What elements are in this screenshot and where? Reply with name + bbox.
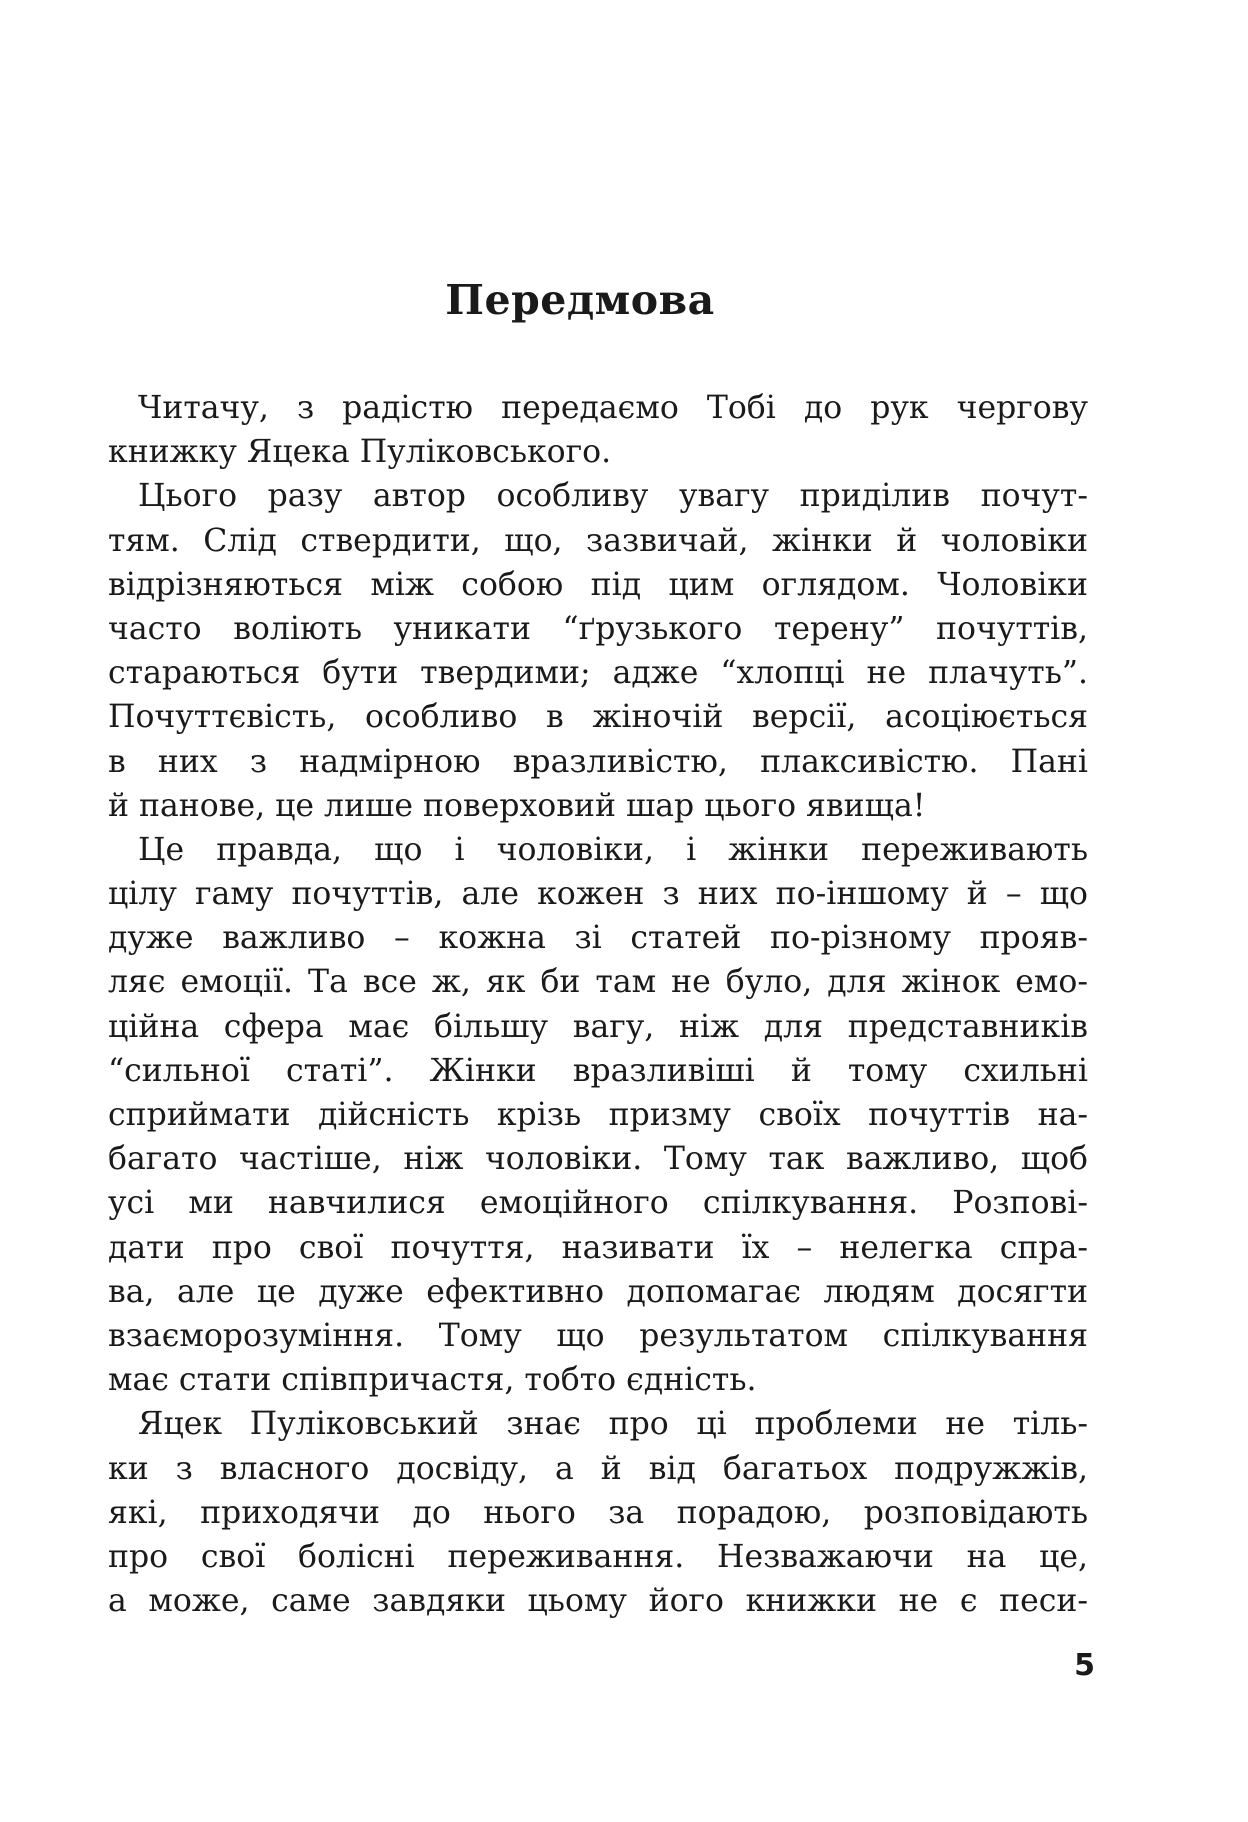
text-line: багато частіше, ніж чоловіки. Тому так важливо, щоб: [108, 1141, 1088, 1178]
text-line: цілу гаму почуттів, але кожен з них по-іншому й – що: [108, 876, 1088, 913]
text-line: Читачу, з радістю передаємо Тобі до рук чергову: [138, 390, 1088, 426]
page-number: 5: [1074, 1648, 1095, 1683]
text-line: ційна сфера має більшу вагу, ніж для представників: [108, 1008, 1088, 1045]
paragraph: [108, 474, 1088, 828]
text-line: “сильної статі”. Жінки вразливіші й тому схильні: [108, 1052, 1088, 1089]
text-line: Яцек Пуліковський знає про ці проблеми не тіль-: [138, 1406, 1088, 1443]
text-line: відрізняються між собою під цим оглядом. Чоловіки: [108, 566, 1088, 603]
text-line: тям. Слід ствердити, що, зазвичай, жінки й чоловіки: [108, 522, 1088, 559]
text-line: усі ми навчилися емоційного спілкування. Розпові-: [108, 1185, 1088, 1222]
text-line: які, приходячи до нього за порадою, розповідають: [108, 1494, 1088, 1531]
text-line: стараються бути твердими; адже “хлопці не плачуть”.: [108, 655, 1088, 692]
text-line: Цього разу автор особливу увагу приділив почут-: [138, 478, 1088, 515]
text-line: а може, саме завдяки цьому його книжки не є песи-: [108, 1583, 1088, 1620]
text-line: взаєморозуміння. Тому що результатом спілкування: [108, 1317, 1088, 1354]
chapter-title: Передмова: [445, 276, 715, 324]
text-line: в них з надмірною вразливістю, плаксивістю. Пані: [108, 743, 1088, 780]
text-line: ва, але це дуже ефективно допомагає людям досягти: [108, 1273, 1088, 1310]
text-line: часто воліють уникати “ґрузького терену” почуттів,: [108, 610, 1088, 647]
text-line: сприймати дійсність крізь призму своїх почуттів на-: [108, 1097, 1088, 1133]
text-line: ляє емоції. Та все ж, як би там не було, для жінок емо-: [108, 964, 1088, 1001]
paragraph: [108, 828, 1088, 1402]
text-line: книжку Яцека Пуліковського.: [108, 434, 612, 471]
text-line: має стати співпричастя, тобто єдність.: [108, 1362, 757, 1399]
text-line: дуже важливо – кожна зі статей по-різному прояв-: [108, 920, 1088, 957]
text-line: ки з власного досвіду, а й від багатьох подружжів,: [108, 1450, 1088, 1487]
text-line: Почуттєвість, особливо в жіночій версії, асоціюється: [108, 699, 1088, 736]
body-text: [108, 386, 1088, 1623]
text-line: Це правда, що і чоловіки, і жінки переживають: [138, 831, 1088, 868]
text-line: й панове, це лише поверховий шар цього явища!: [108, 787, 926, 824]
paragraph: [108, 386, 1088, 474]
text-line: про свої болісні переживання. Незважаючи на це,: [108, 1538, 1088, 1575]
paragraph: [108, 1402, 1088, 1623]
text-line: дати про свої почуття, називати їх – нелегка спра-: [108, 1229, 1088, 1266]
